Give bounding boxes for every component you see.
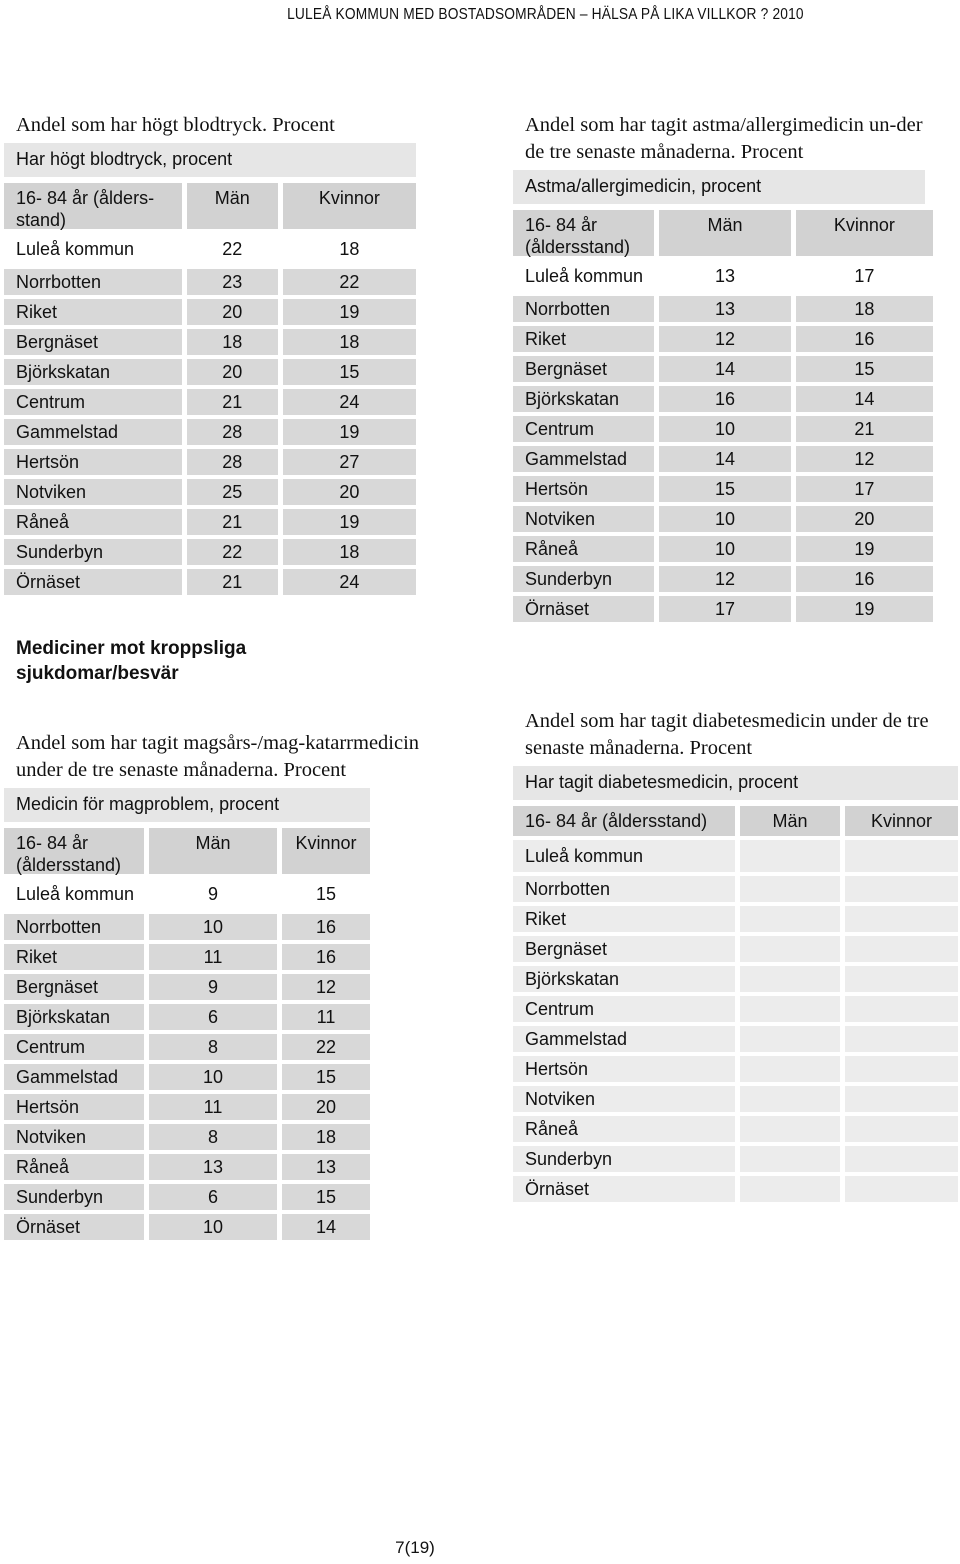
row-area: Hertsön (513, 1056, 735, 1082)
row-area: Hertsön (4, 1094, 144, 1120)
table-row (4, 449, 416, 475)
row-value-women (845, 1146, 958, 1172)
row-value-men: 11 (149, 944, 277, 970)
column-header-area: 16- 84 år (åldersstand) (513, 210, 654, 256)
table-row (4, 299, 416, 325)
row-area: Luleå kommun (4, 878, 144, 910)
column-header-area: 16- 84 år (åldersstand) (513, 806, 735, 836)
row-value-women: 19 (283, 299, 416, 325)
row-value-men: 13 (659, 260, 790, 292)
column-header-area: 16- 84 år (åldersstand) (4, 828, 144, 874)
table-header-row (513, 806, 958, 836)
row-value-women (845, 876, 958, 902)
table-row (513, 536, 933, 562)
row-area: Notviken (513, 506, 654, 532)
stomach-medicine-table (4, 788, 370, 1240)
row-area: Bergnäset (4, 974, 144, 1000)
table-row (4, 1214, 370, 1240)
row-value-men: 11 (149, 1094, 277, 1120)
row-area: Björkskatan (4, 1004, 144, 1030)
table-row (513, 936, 958, 962)
row-area: Luleå kommun (513, 840, 735, 872)
table-row (4, 914, 370, 940)
row-value-men: 21 (187, 389, 278, 415)
row-value-women: 16 (282, 944, 370, 970)
table-row (4, 329, 416, 355)
row-value-women: 12 (796, 446, 933, 472)
column-header-area: 16- 84 år (ålders- stand) (4, 183, 182, 229)
table-caption: Astma/allergimedicin, procent (513, 170, 925, 204)
column-header-men: Män (187, 183, 278, 229)
row-area: Notviken (513, 1086, 735, 1112)
row-value-women: 24 (283, 389, 416, 415)
row-value-men (740, 1086, 840, 1112)
row-value-men: 6 (149, 1004, 277, 1030)
row-value-women: 12 (282, 974, 370, 1000)
row-value-women: 16 (796, 326, 933, 352)
row-value-men: 6 (149, 1184, 277, 1210)
medicines-subheading: Mediciner mot kroppsliga sjukdomar/besvär (16, 638, 247, 684)
table-row (513, 876, 958, 902)
row-area: Björkskatan (4, 359, 182, 385)
row-value-men: 14 (659, 446, 790, 472)
row-area: Gammelstad (4, 419, 182, 445)
row-area: Riket (513, 906, 735, 932)
row-value-men (740, 996, 840, 1022)
row-value-men (740, 1026, 840, 1052)
stomach-medicine-section (4, 730, 420, 1244)
row-area: Bergnäset (4, 329, 182, 355)
row-value-men: 21 (187, 569, 278, 595)
row-value-women: 19 (283, 419, 416, 445)
row-value-men: 12 (659, 566, 790, 592)
row-value-women: 19 (796, 536, 933, 562)
table-row (513, 966, 958, 992)
row-value-men: 14 (659, 356, 790, 382)
blood-pressure-heading: Andel som har högt blodtryck. Procent (16, 114, 335, 136)
diabetes-medicine-table (513, 766, 958, 1202)
row-value-men: 18 (187, 329, 278, 355)
row-value-men: 12 (659, 326, 790, 352)
row-area: Norrbotten (4, 269, 182, 295)
table-caption: Medicin för magproblem, procent (4, 788, 370, 822)
row-value-women: 16 (796, 566, 933, 592)
blood-pressure-table (4, 143, 416, 595)
row-area: Notviken (4, 1124, 144, 1150)
row-area: Riket (513, 326, 654, 352)
row-value-men: 10 (149, 1064, 277, 1090)
column-header-men: Män (740, 806, 840, 836)
row-value-men (740, 936, 840, 962)
row-value-women (845, 1176, 958, 1202)
row-value-women: 11 (282, 1004, 370, 1030)
table-row (4, 359, 416, 385)
table-row (4, 569, 416, 595)
row-value-women: 27 (283, 449, 416, 475)
row-value-women: 16 (282, 914, 370, 940)
row-area: Örnäset (4, 1214, 144, 1240)
row-value-women: 20 (282, 1094, 370, 1120)
diabetes-medicine-heading: Andel som har tagit diabetesmedicin under de tre senaste månaderna. Procent (525, 710, 929, 759)
row-value-women: 21 (796, 416, 933, 442)
row-value-men: 9 (149, 878, 277, 910)
table-row (4, 509, 416, 535)
row-value-women (845, 966, 958, 992)
row-value-women (845, 996, 958, 1022)
row-value-men (740, 1176, 840, 1202)
row-value-women: 18 (283, 329, 416, 355)
row-value-men (740, 906, 840, 932)
row-value-women (845, 936, 958, 962)
row-area: Gammelstad (4, 1064, 144, 1090)
row-value-women: 24 (283, 569, 416, 595)
header-title: LULEÅ KOMMUN MED BOSTADSOMRÅDEN – HÄLSA PÅ LIKA VILLKOR ? 2010 (287, 6, 804, 23)
table-row (513, 906, 958, 932)
row-area: Råneå (513, 1116, 735, 1142)
row-value-men: 10 (659, 416, 790, 442)
row-area: Sunderbyn (513, 566, 654, 592)
table-row (4, 974, 370, 1000)
table-row (4, 539, 416, 565)
row-area: Hertsön (513, 476, 654, 502)
diabetes-medicine-section (513, 708, 958, 1206)
row-area: Luleå kommun (4, 233, 182, 265)
row-area: Riket (4, 299, 182, 325)
row-value-men (740, 1146, 840, 1172)
row-value-women: 18 (282, 1124, 370, 1150)
row-area: Sunderbyn (513, 1146, 735, 1172)
blood-pressure-section (4, 112, 416, 599)
row-value-men (740, 840, 840, 872)
row-value-men: 10 (659, 506, 790, 532)
row-area: Björkskatan (513, 386, 654, 412)
row-value-women (845, 1056, 958, 1082)
table-row (4, 479, 416, 505)
row-value-men: 10 (659, 536, 790, 562)
row-value-men: 21 (187, 509, 278, 535)
row-area: Sunderbyn (4, 539, 182, 565)
row-area: Örnäset (4, 569, 182, 595)
column-header-women: Kvinnor (282, 828, 370, 874)
row-area: Centrum (513, 996, 735, 1022)
row-value-men: 23 (187, 269, 278, 295)
table-row (513, 1086, 958, 1112)
table-row (513, 416, 933, 442)
row-value-women: 17 (796, 260, 933, 292)
table-row (513, 386, 933, 412)
row-value-women: 13 (282, 1154, 370, 1180)
row-area: Centrum (513, 416, 654, 442)
row-value-men: 22 (187, 539, 278, 565)
table-row (513, 1116, 958, 1142)
table-row (4, 1184, 370, 1210)
table-caption: Har tagit diabetesmedicin, procent (513, 766, 958, 800)
row-area: Norrbotten (513, 296, 654, 322)
row-value-women: 18 (796, 296, 933, 322)
table-row (4, 944, 370, 970)
row-value-women: 18 (283, 233, 416, 265)
column-header-women: Kvinnor (283, 183, 416, 229)
table-row (513, 356, 933, 382)
row-value-men (740, 966, 840, 992)
row-value-men: 17 (659, 596, 790, 622)
page-number: 7(19) (395, 1538, 435, 1557)
asthma-medicine-heading: Andel som har tagit astma/allergimedicin un-der de tre senaste månaderna. Procent (525, 114, 923, 163)
table-row (4, 1004, 370, 1030)
table-row (4, 389, 416, 415)
row-area: Björkskatan (513, 966, 735, 992)
row-value-women: 22 (282, 1034, 370, 1060)
row-value-women: 22 (283, 269, 416, 295)
table-row (4, 878, 370, 910)
row-value-men: 8 (149, 1034, 277, 1060)
row-area: Riket (4, 944, 144, 970)
column-header-women: Kvinnor (845, 806, 958, 836)
row-value-men (740, 876, 840, 902)
row-area: Örnäset (513, 596, 654, 622)
row-area: Bergnäset (513, 356, 654, 382)
column-header-men: Män (149, 828, 277, 874)
row-value-men: 9 (149, 974, 277, 1000)
table-row (4, 1064, 370, 1090)
row-value-men: 16 (659, 386, 790, 412)
row-area: Norrbotten (4, 914, 144, 940)
row-value-women (845, 1026, 958, 1052)
table-row (513, 296, 933, 322)
table-row (513, 566, 933, 592)
row-area: Sunderbyn (4, 1184, 144, 1210)
table-row (4, 233, 416, 265)
asthma-medicine-table (513, 170, 933, 622)
row-area: Notviken (4, 479, 182, 505)
row-value-women: 15 (282, 1184, 370, 1210)
row-value-women (845, 906, 958, 932)
row-value-men: 8 (149, 1124, 277, 1150)
column-header-women: Kvinnor (796, 210, 933, 256)
row-area: Örnäset (513, 1176, 735, 1202)
table-row (513, 1176, 958, 1202)
table-header-row (4, 828, 370, 874)
table-caption: Har högt blodtryck, procent (4, 143, 416, 177)
page-header (0, 0, 960, 30)
row-area: Luleå kommun (513, 260, 654, 292)
table-header-row (4, 183, 416, 229)
table-row (513, 996, 958, 1022)
row-value-men: 20 (187, 359, 278, 385)
row-value-men (740, 1116, 840, 1142)
row-value-women: 15 (283, 359, 416, 385)
asthma-medicine-section (513, 112, 933, 626)
table-row (513, 1056, 958, 1082)
row-value-women: 19 (283, 509, 416, 535)
row-value-men: 15 (659, 476, 790, 502)
row-value-women: 14 (796, 386, 933, 412)
row-value-women: 20 (283, 479, 416, 505)
row-area: Norrbotten (513, 876, 735, 902)
table-row (513, 476, 933, 502)
table-row (513, 260, 933, 292)
table-row (513, 326, 933, 352)
row-value-women (845, 840, 958, 872)
column-header-men: Män (659, 210, 790, 256)
row-value-women: 20 (796, 506, 933, 532)
row-area: Bergnäset (513, 936, 735, 962)
row-value-men: 28 (187, 419, 278, 445)
row-area: Råneå (4, 1154, 144, 1180)
row-value-women: 15 (796, 356, 933, 382)
row-value-women: 15 (282, 878, 370, 910)
row-value-men (740, 1056, 840, 1082)
table-row (4, 1124, 370, 1150)
row-value-men: 13 (149, 1154, 277, 1180)
row-value-men: 28 (187, 449, 278, 475)
table-row (513, 1146, 958, 1172)
table-row (513, 840, 958, 872)
table-row (4, 1034, 370, 1060)
table-row (513, 446, 933, 472)
table-row (4, 419, 416, 445)
table-row (513, 1026, 958, 1052)
row-value-women: 15 (282, 1064, 370, 1090)
row-value-women (845, 1116, 958, 1142)
row-area: Hertsön (4, 449, 182, 475)
row-area: Centrum (4, 1034, 144, 1060)
row-value-men: 13 (659, 296, 790, 322)
table-header-row (513, 210, 933, 256)
row-value-men: 25 (187, 479, 278, 505)
row-area: Råneå (513, 536, 654, 562)
row-value-women: 17 (796, 476, 933, 502)
table-row (4, 269, 416, 295)
table-row (513, 506, 933, 532)
row-area: Råneå (4, 509, 182, 535)
row-value-women: 19 (796, 596, 933, 622)
row-value-men: 10 (149, 914, 277, 940)
row-value-men: 10 (149, 1214, 277, 1240)
row-area: Gammelstad (513, 446, 654, 472)
row-value-women: 18 (283, 539, 416, 565)
row-value-men: 22 (187, 233, 278, 265)
table-row (513, 596, 933, 622)
row-value-women: 14 (282, 1214, 370, 1240)
table-row (4, 1094, 370, 1120)
row-value-women (845, 1086, 958, 1112)
row-area: Gammelstad (513, 1026, 735, 1052)
row-value-men: 20 (187, 299, 278, 325)
table-row (4, 1154, 370, 1180)
stomach-medicine-heading: Andel som har tagit magsårs-/mag-katarrmedicin under de tre senaste månaderna. Procent (16, 732, 420, 781)
row-area: Centrum (4, 389, 182, 415)
